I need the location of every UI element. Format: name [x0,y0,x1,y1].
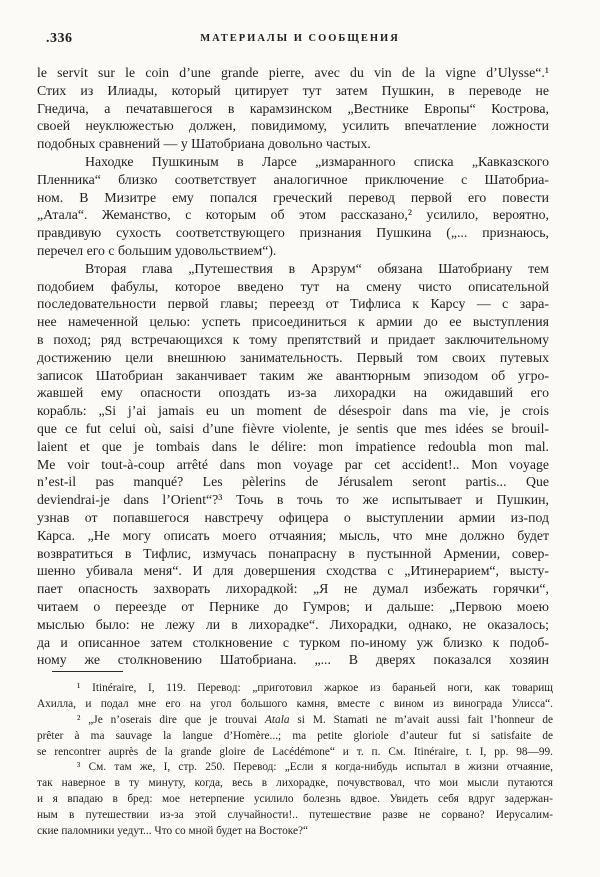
footnote-line: ³ См. там же, I, стр. 250. Перевод: „Если я когда-нибудь испытал в жизни отчаяние, [77,761,553,774]
footnote-line: ным в путешествии из-за этой случайности!.. путешествие разве не сорвано? Иерусалим- [37,809,553,822]
footnote-line: так наверное в ту минуту, когда, весь в лихорадке, почувствовал, что мои мысли путаются [37,777,553,790]
footnote-line: se rencontrer auprès de la grande gloire de Lacédémone“ и т. п. См. Itinéraire, t. I, pp. 98—99. [37,745,553,758]
text-line: корабль: „Si j’ai jamais eu un moment de désespoir dans ma vie, je crois [37,403,549,419]
text-line: Гнедича, а печатавшегося в карамзинском „Вестнике Европы“ Кострова, [37,100,549,116]
text-line: перечел его с большим удовольствием“). [37,242,277,258]
text-line: Карса. „Не могу описать моего отчаяния; мысль, что мне должно будет [37,527,549,543]
footnote-line: ² „Je n’oserais dire que je trouvai Atala si M. Stamati ne m’avait aussi fait l’honneur de [77,713,553,726]
footnote-line: ¹ Itinéraire, I, 119. Перевод: „приготовил жаркое из бараньей ноги, как товарищ [77,682,553,694]
text-line: нее намеченной целью: успеть присоединиться к армии до ее выступления [37,314,549,330]
text-line: le servit sur le coin d’une grande pierre, avec du vin de la vigne d’Ulysse“.¹ [37,65,549,80]
body-text [37,64,549,669]
text-line: достижению цели внешнюю занимательность. Первый том своих путевых [37,349,549,365]
text-line: читаем о переезде от Пернике до Гумров; и дальше: „Первою моею [37,598,549,614]
text-line: шенно убивала меня“. И для довершения сходства с „Итинерарием“, высту- [37,563,549,579]
text-line: подобных сравнений — у Шатобриана довольно частых. [37,136,371,152]
text-line: Вторая глава „Путешествия в Арзрум“ обязана Шатобриану тем [85,260,549,276]
running-header: МАТЕРИАЛЫ И СООБЩЕНИЯ [200,33,400,44]
text-line: Находке Пушкиным в Ларсе „измаранного списка „Кавказского [85,153,549,169]
text-line: Me voir tout-à-coup arrêté dans mon voyage par cet accident!.. Mon voyage [37,456,549,472]
text-line: deviendrai-je dans l’Orient“?³ Точь в точь то же испытывает и Пушкин, [37,492,549,508]
text-line: Пленника“ близко соответствует аналогичное приключение с Шатобриа- [37,171,549,187]
text-line: в поход; ряд встречающихся к тому препятствий и придает заключительному [37,331,549,347]
text-line: подобием фабулы, которое введено тут на смену чисто описательной [37,278,549,294]
text-line: узнав от попавшегося навстречу офицера о выступлении армии из-под [37,509,549,525]
text-line: „Атала“. Жеманство, с которым об этом рассказано,² усилило, вероятно, [37,207,549,223]
text-line: да и описанное затем столкновение с турком по-иному уж близко к подоб- [37,634,549,650]
text-line: пает опасность захворать лихорадкой: „Я не думал избежать горячки“, [37,581,549,597]
text-line: мыслью было: не лежу ли в лихорадке“. Лихорадки, однако, не оказалось; [37,616,549,632]
text-line: своей неуклюжестью должен, повидимому, усилить впечатление ложности [37,118,549,134]
text-line: возвратиться в Тифлис, измучась понапрасну в пустынной Армении, совер- [37,545,549,561]
text-line: que ce fut celui où, saisi d’une fièvre violente, je sentis que mes idées se brouil- [37,420,549,436]
text-line: записок Шатобриан заканчивает таким же авантюрным эпизодом об угро- [37,367,549,383]
footnote-line: и я впадаю в бред: мое нетерпение усилило болезнь вдвое. Увидеть себя вдруг задержан- [37,793,553,806]
footnote-separator [52,671,123,672]
footnote-line: ские паломники уедут... Что со мной будет на Востоке?“ [37,825,308,838]
text-line: ному же столкновению Шатобриана. „... В дверях показался хозяин [37,652,549,668]
text-line: ном. В Мизитре ему попался греческий перевод первой его повести [37,189,549,205]
footnote-line: prêter à ma sauvage la langue d’Homère...; ma petite gloriole d’auteur fut si satisfaite de [37,729,553,742]
text-line: правдивую сухость соответствующего признания Пушкина („... признаюсь, [37,225,549,241]
text-line: laient et que je tombais dans le délire: mon impatience redoubla mon mal. [37,438,549,454]
text-line: n’est-il pas manqué? Les pèlerins de Jérusalem seront partis... Que [37,474,549,490]
footnote-line: Ахилла, и подал мне его на угол большого камня, вместе с вином из винограда Улисса“. [37,697,553,710]
text-line: Стих из Илиады, который цитирует тут затем Пушкин, в переводе не [37,82,549,98]
text-line: жавшей ему опасности опоздать из-за лихорадки на ожидавший его [37,385,549,401]
footnotes [37,681,553,840]
page-number: .336 [46,31,73,46]
text-line: последовательности первой главы; переезд от Тифлиса к Карсу — с зара- [37,296,549,312]
